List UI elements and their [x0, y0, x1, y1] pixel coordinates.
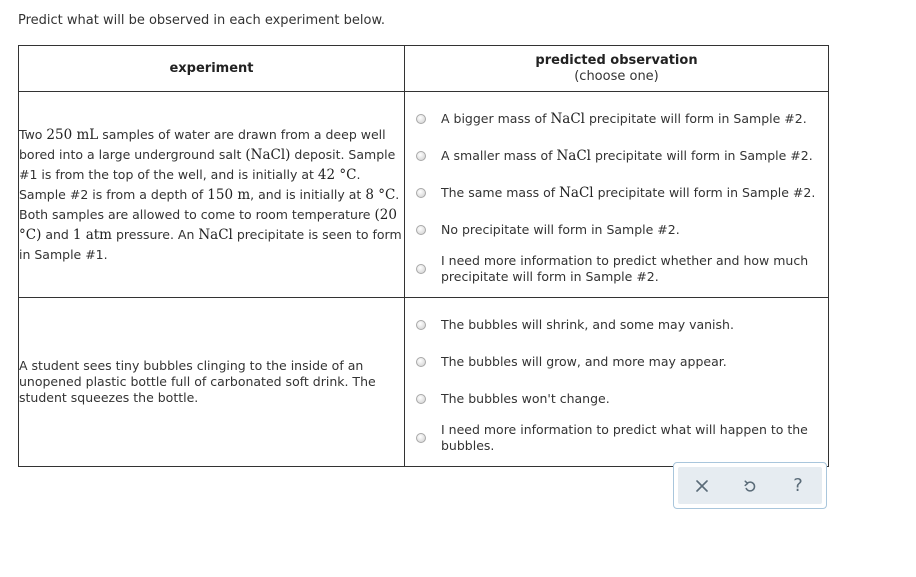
- exp1-salt-formula: (NaCl): [245, 146, 291, 163]
- observation-header-title: predicted observation: [535, 52, 698, 68]
- help-button[interactable]: [780, 471, 816, 501]
- option-text: A bigger mass of: [441, 110, 551, 126]
- radio-button[interactable]: [416, 320, 426, 330]
- option-label: I need more information to predict what will happen to the bubbles.: [441, 421, 808, 453]
- option-label: The bubbles won't change.: [441, 390, 610, 406]
- option-label: [441, 111, 815, 127]
- exp1-part: pressure. An: [111, 226, 199, 242]
- option-text: precipitate will form in Sample #2.: [584, 110, 807, 126]
- option-text: precipitate will form in Sample #2.: [591, 147, 813, 163]
- radio-button[interactable]: [416, 433, 426, 443]
- help-icon: ?: [793, 475, 803, 496]
- option-label: The bubbles will grow, and more may appear.: [441, 353, 727, 369]
- radio-button[interactable]: [416, 264, 426, 274]
- option-text: The same mass of: [441, 184, 560, 200]
- instructions: Predict what will be observed in each experiment below.: [18, 13, 386, 28]
- exp1-volume: 250 mL: [46, 126, 99, 143]
- option-text: A smaller mass of: [441, 147, 557, 163]
- experiment-row-1: [19, 92, 829, 298]
- option-1a[interactable]: [405, 100, 828, 137]
- exp1-part: samples of water are drawn from a deep well bored into a large underground salt: [19, 126, 386, 162]
- exp1-salt-formula-2: NaCl: [198, 226, 233, 243]
- header-row: [19, 46, 829, 92]
- option-1b[interactable]: [405, 137, 828, 174]
- exp1-temp1: 42 °C: [317, 166, 357, 183]
- exp1-room-temp: (20 °C): [19, 206, 397, 243]
- radio-button[interactable]: [416, 394, 426, 404]
- radio-button[interactable]: [416, 114, 426, 124]
- exp1-part: deposit. Sample #1 is from the top of the well, and is initially at: [19, 146, 396, 182]
- option-text: precipitate will form in Sample #2.: [593, 184, 816, 200]
- option-1e[interactable]: [405, 248, 828, 289]
- exp1-temp2: 8 °C: [365, 186, 396, 203]
- radio-button[interactable]: [416, 151, 426, 161]
- exp1-part: Two: [19, 126, 47, 142]
- option-label: No precipitate will form in Sample #2.: [441, 221, 680, 237]
- experiment-2-options: [405, 298, 829, 467]
- option-2b[interactable]: [405, 343, 828, 380]
- option-1d[interactable]: [405, 211, 828, 248]
- observation-header-subtitle: (choose one): [574, 68, 659, 84]
- question-table: [18, 45, 829, 467]
- observation-header: [405, 46, 829, 92]
- option-2c[interactable]: [405, 380, 828, 417]
- radio-button[interactable]: [416, 357, 426, 367]
- experiment-1-text: [19, 92, 405, 298]
- option-1c[interactable]: [405, 174, 828, 211]
- option-formula: NaCl: [550, 110, 585, 127]
- experiment-header: experiment: [19, 46, 405, 92]
- option-label: [441, 185, 823, 201]
- experiment-row-2: [19, 298, 829, 467]
- exp1-part: . Both samples are allowed to come to room temperature: [19, 186, 400, 222]
- answer-toolbar: [673, 462, 827, 509]
- radio-button[interactable]: [416, 188, 426, 198]
- option-label: The bubbles will shrink, and some may vanish.: [441, 316, 734, 332]
- option-2d[interactable]: [405, 417, 828, 458]
- option-formula: NaCl: [556, 147, 591, 164]
- option-2a[interactable]: [405, 306, 828, 343]
- undo-button[interactable]: [732, 471, 768, 501]
- option-formula: NaCl: [559, 184, 594, 201]
- exp1-part: precipitate is seen to form in Sample #1.: [19, 226, 402, 262]
- toolbar-buttons: [678, 467, 822, 504]
- x-icon: [696, 480, 708, 492]
- experiment-2-text: A student sees tiny bubbles clinging to the inside of an unopened plastic bottle full of carbonated soft drink. The student squeezes the bottle.: [19, 298, 405, 467]
- undo-icon: [743, 479, 757, 493]
- exp1-pressure: 1 atm: [72, 226, 112, 243]
- exp1-depth: 150 m: [207, 186, 251, 203]
- exp1-part: and: [41, 226, 73, 242]
- exp1-part: , and is initially at: [250, 186, 366, 202]
- exp1-part: . Sample #2 is from a depth of: [19, 166, 361, 202]
- option-label: [441, 148, 821, 164]
- experiment-1-options: [405, 92, 829, 298]
- radio-button[interactable]: [416, 225, 426, 235]
- option-label: I need more information to predict whether and how much precipitate will form in Sample #2.: [441, 252, 809, 284]
- clear-button[interactable]: [684, 471, 720, 501]
